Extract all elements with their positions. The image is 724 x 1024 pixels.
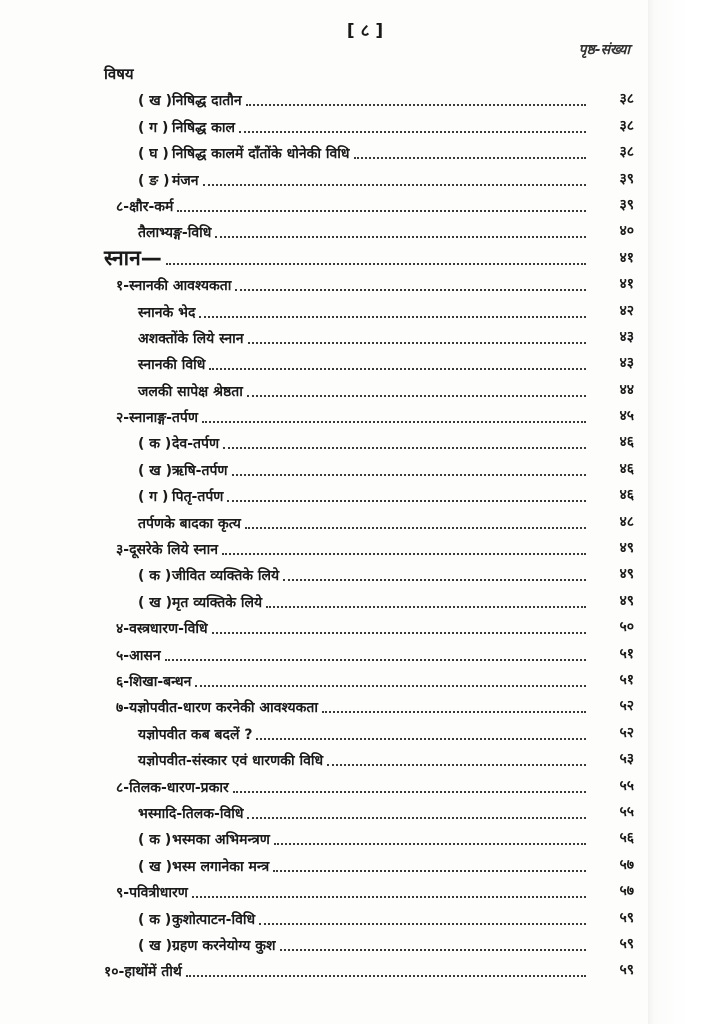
toc-entry-page-number: ५०	[619, 619, 634, 636]
toc-entry	[104, 163, 644, 189]
toc-entry-page-number: ५१	[619, 671, 634, 688]
toc-entry	[104, 137, 644, 163]
toc-entry-title: यज्ञोपवीत कब बदलें ?	[138, 726, 253, 743]
toc-entry-label	[138, 145, 354, 163]
dotted-leader	[223, 446, 586, 449]
subject-column-heading: विषय	[104, 65, 134, 83]
toc-entry-marker: ( क )	[138, 911, 172, 928]
toc-entry-page-number: ५७	[619, 856, 634, 873]
toc-entry-page-number: ३८	[619, 91, 634, 108]
dotted-leader	[280, 948, 586, 951]
toc-entry-marker: ( क )	[138, 832, 172, 849]
dotted-leader	[354, 156, 587, 159]
toc-entry	[104, 849, 644, 875]
toc-entry	[104, 559, 644, 585]
toc-entry-title: २-स्नानाङ्ग-तर्पण	[116, 410, 198, 427]
toc-entry-page-number: ४९	[619, 592, 634, 609]
toc-entry	[104, 480, 644, 506]
toc-entry-title: तर्पणके बादका कृत्य	[138, 515, 241, 532]
toc-entry-label	[138, 567, 283, 585]
toc-entry	[104, 427, 644, 453]
dotted-leader	[212, 631, 586, 634]
dotted-leader	[239, 130, 586, 133]
toc-entry-page-number: ५९	[619, 962, 634, 979]
toc-entry	[104, 506, 644, 532]
toc-entry-title: ९-पवित्रीधारण	[116, 885, 188, 902]
toc-entry-title: देव-तर्पण	[172, 436, 220, 453]
toc-entry-label	[116, 884, 192, 902]
page-folio: [ ८ ]	[346, 21, 384, 41]
toc-entry	[104, 322, 644, 348]
toc-entry	[104, 902, 644, 928]
toc-entry-marker: ( क )	[138, 568, 172, 585]
toc-entry-title: १-स्नानकी आवश्यकता	[116, 278, 232, 295]
toc-entry-label	[138, 831, 274, 849]
toc-entry-page-number: ५५	[619, 803, 634, 820]
toc-entry-marker: ( ख )	[138, 93, 172, 110]
toc-entry-page-number: ५५	[619, 777, 634, 794]
toc-entry-label	[138, 304, 199, 322]
dotted-leader	[203, 183, 586, 186]
toc-entry	[104, 401, 644, 427]
dotted-leader	[274, 842, 586, 845]
toc-entry-marker: ( ख )	[138, 858, 172, 875]
toc-entry-page-number: ३९	[619, 170, 634, 187]
toc-entry-page-number: ४६	[619, 434, 634, 451]
toc-entry-marker: ( ग )	[138, 489, 169, 506]
toc-entry-page-number: ४६	[619, 460, 634, 477]
toc-entry-page-number: ४६	[619, 487, 634, 504]
toc-entry	[104, 770, 644, 796]
toc-entry	[104, 110, 644, 136]
page-number-column-heading: पृष्ठ-संख्या	[578, 42, 630, 58]
toc-entry-page-number: ४०	[619, 223, 634, 240]
toc-entry-label	[138, 462, 232, 480]
toc-entry-label	[138, 911, 259, 929]
dotted-leader	[192, 895, 586, 898]
dotted-leader	[247, 394, 586, 397]
toc-entry-marker: ( ख )	[138, 937, 172, 954]
toc-entry-title: भस्म लगानेका मन्त्र	[172, 858, 270, 875]
dotted-leader	[166, 262, 586, 265]
toc-entry	[104, 348, 644, 374]
toc-entry-title: स्नानकी विधि	[138, 357, 206, 374]
toc-entry-page-number: ४८	[619, 513, 634, 530]
toc-entry-page-number: ४१	[619, 249, 634, 266]
toc-entry-label	[138, 752, 327, 770]
toc-entry	[104, 84, 644, 110]
toc-entry-label	[104, 247, 166, 269]
toc-entry-title: ग्रहण करनेयोग्य कुश	[172, 937, 276, 954]
toc-entry-page-number: ५२	[619, 724, 634, 741]
toc-entry-label	[138, 858, 273, 876]
toc-entry-label	[138, 515, 245, 533]
toc-entry-marker: ( ग )	[138, 119, 169, 136]
dotted-leader	[177, 209, 586, 212]
toc-entry-title: यज्ञोपवीत-संस्कार एवं धारणकी विधि	[138, 753, 324, 770]
toc-entry-label	[116, 277, 235, 295]
dotted-leader	[256, 737, 586, 740]
toc-entry	[104, 374, 644, 400]
toc-entry-label	[116, 673, 195, 691]
toc-entry	[104, 823, 644, 849]
toc-entry	[104, 295, 644, 321]
toc-entry-page-number: ५२	[619, 698, 634, 715]
toc-entry-label	[116, 647, 165, 665]
toc-entry-label	[138, 92, 246, 110]
toc-entry-label	[138, 383, 247, 401]
toc-entry-marker: ( ख )	[138, 594, 172, 611]
toc-entry-marker: ( ख )	[138, 462, 172, 479]
toc-entry-page-number: ४३	[619, 355, 634, 372]
toc-entry-label	[138, 119, 239, 137]
toc-entry-title: अशक्तोंके लिये स्नान	[138, 330, 244, 347]
toc-entry	[104, 612, 644, 638]
dotted-leader	[327, 763, 586, 766]
dotted-leader	[235, 288, 586, 291]
toc-entry-label	[116, 620, 212, 638]
toc-entry	[104, 744, 644, 770]
toc-entry	[104, 453, 644, 479]
toc-entry-title: निषिद्ध काल	[172, 119, 236, 136]
page-edge	[648, 0, 724, 1024]
toc-entry	[104, 216, 644, 242]
toc-entry-label	[138, 172, 203, 190]
dotted-leader	[322, 710, 586, 713]
toc-entry-page-number: ४१	[619, 276, 634, 293]
toc-entry	[104, 190, 644, 216]
toc-entry-label	[138, 356, 209, 374]
toc-entry-label	[138, 726, 256, 744]
toc-entry-page-number: ४२	[619, 302, 634, 319]
toc-entry-title: निषिद्ध कालमें दाँतोंके धोनेकी विधि	[172, 146, 350, 163]
toc-entry-page-number: ३८	[619, 117, 634, 134]
toc-entry-page-number: ५१	[619, 645, 634, 662]
toc-entry-title: ऋषि-तर्पण	[172, 462, 228, 479]
toc-entry-label	[138, 594, 266, 612]
toc-entry-page-number: ४३	[619, 328, 634, 345]
dotted-leader	[245, 526, 586, 529]
dotted-leader	[259, 922, 586, 925]
toc-entry-marker: ( घ )	[138, 146, 169, 163]
dotted-leader	[222, 552, 586, 555]
toc-entry-title: तैलाभ्यङ्ग-विधि	[138, 225, 212, 242]
toc-entry-label	[116, 409, 202, 427]
toc-entry-title: ६-शिखा-बन्धन	[116, 673, 192, 690]
toc-entry-page-number: ५९	[619, 909, 634, 926]
toc-entry-label	[138, 805, 247, 823]
toc-entry-label	[138, 330, 248, 348]
toc-entry-page-number: ४९	[619, 566, 634, 583]
toc-entry-title: स्नानके भेद	[138, 304, 196, 321]
toc-entry	[104, 533, 644, 559]
toc-entry-label	[104, 963, 186, 981]
toc-entry-label	[116, 541, 222, 559]
toc-entry-label	[116, 198, 177, 216]
dotted-leader	[202, 420, 586, 423]
toc-entry-label	[138, 488, 227, 506]
dotted-leader	[247, 816, 586, 819]
toc-entry-page-number: ४४	[619, 381, 634, 398]
dotted-leader	[273, 869, 586, 872]
toc-entry-page-number: ५७	[619, 883, 634, 900]
toc-entry	[104, 269, 644, 295]
toc-entry-label	[138, 435, 223, 453]
toc-entry-title: मंजन	[172, 172, 199, 189]
toc-entry-title: भस्मका अभिमन्त्रण	[172, 832, 270, 849]
toc-entry-title: १०-हाथोंमें तीर्थ	[104, 964, 182, 981]
toc-entry-page-number: ४९	[619, 540, 634, 557]
dotted-leader	[227, 499, 586, 502]
toc-entry-title: कुशोत्पाटन-विधि	[172, 911, 256, 928]
toc-entry-label	[138, 937, 280, 955]
toc-entry-title: भस्मादि-तिलक-विधि	[138, 805, 244, 822]
toc-entry	[104, 691, 644, 717]
toc-entry-label	[116, 779, 233, 797]
toc-entry-title: ५-आसन	[116, 647, 161, 664]
toc-entry-label	[138, 224, 215, 242]
toc-entry-page-number: ३९	[619, 196, 634, 213]
toc-entry-title: जलकी सापेक्ष श्रेष्ठता	[138, 383, 243, 400]
toc-entry-title: मृत व्यक्तिके लिये	[172, 594, 263, 611]
toc-entry-page-number: ४५	[619, 408, 634, 425]
dotted-leader	[165, 658, 586, 661]
dotted-leader	[266, 605, 586, 608]
dotted-leader	[232, 473, 586, 476]
dotted-leader	[209, 367, 586, 370]
toc-entry-page-number: ५९	[619, 935, 634, 952]
toc-entry	[104, 717, 644, 743]
toc-entry	[104, 876, 644, 902]
dotted-leader	[233, 790, 586, 793]
table-of-contents	[104, 84, 644, 981]
dotted-leader	[215, 235, 586, 238]
toc-entry-title: ४-वस्त्रधारण-विधि	[116, 621, 208, 638]
dotted-leader	[186, 974, 586, 977]
toc-entry-title: ७-यज्ञोपवीत-धारण करनेकी आवश्यकता	[116, 700, 318, 717]
toc-entry-title: निषिद्ध दातौन	[172, 93, 242, 110]
dotted-leader	[199, 315, 586, 318]
toc-entry-label	[116, 699, 322, 717]
toc-entry-title: पितृ-तर्पण	[172, 489, 224, 506]
toc-entry-title: स्नान—	[104, 245, 162, 270]
toc-entry-title: ८-तिलक-धारण-प्रकार	[116, 779, 229, 796]
toc-entry	[104, 929, 644, 955]
toc-entry-marker: ( ङ )	[138, 172, 170, 189]
toc-entry	[104, 242, 644, 268]
toc-entry-page-number: ५६	[619, 830, 634, 847]
dotted-leader	[248, 341, 586, 344]
toc-entry	[104, 585, 644, 611]
toc-entry-page-number: ५३	[619, 751, 634, 768]
dotted-leader	[246, 103, 586, 106]
toc-entry-page-number: ३८	[619, 144, 634, 161]
toc-entry-title: ३-दूसरेके लिये स्नान	[116, 542, 218, 559]
dotted-leader	[195, 684, 586, 687]
toc-entry-title: ८-क्षौर-कर्म	[116, 198, 174, 215]
toc-entry	[104, 955, 644, 981]
toc-entry	[104, 797, 644, 823]
toc-entry-title: जीवित व्यक्तिके लिये	[172, 568, 280, 585]
toc-entry-marker: ( क )	[138, 436, 172, 453]
toc-entry	[104, 638, 644, 664]
dotted-leader	[283, 578, 586, 581]
toc-entry	[104, 665, 644, 691]
